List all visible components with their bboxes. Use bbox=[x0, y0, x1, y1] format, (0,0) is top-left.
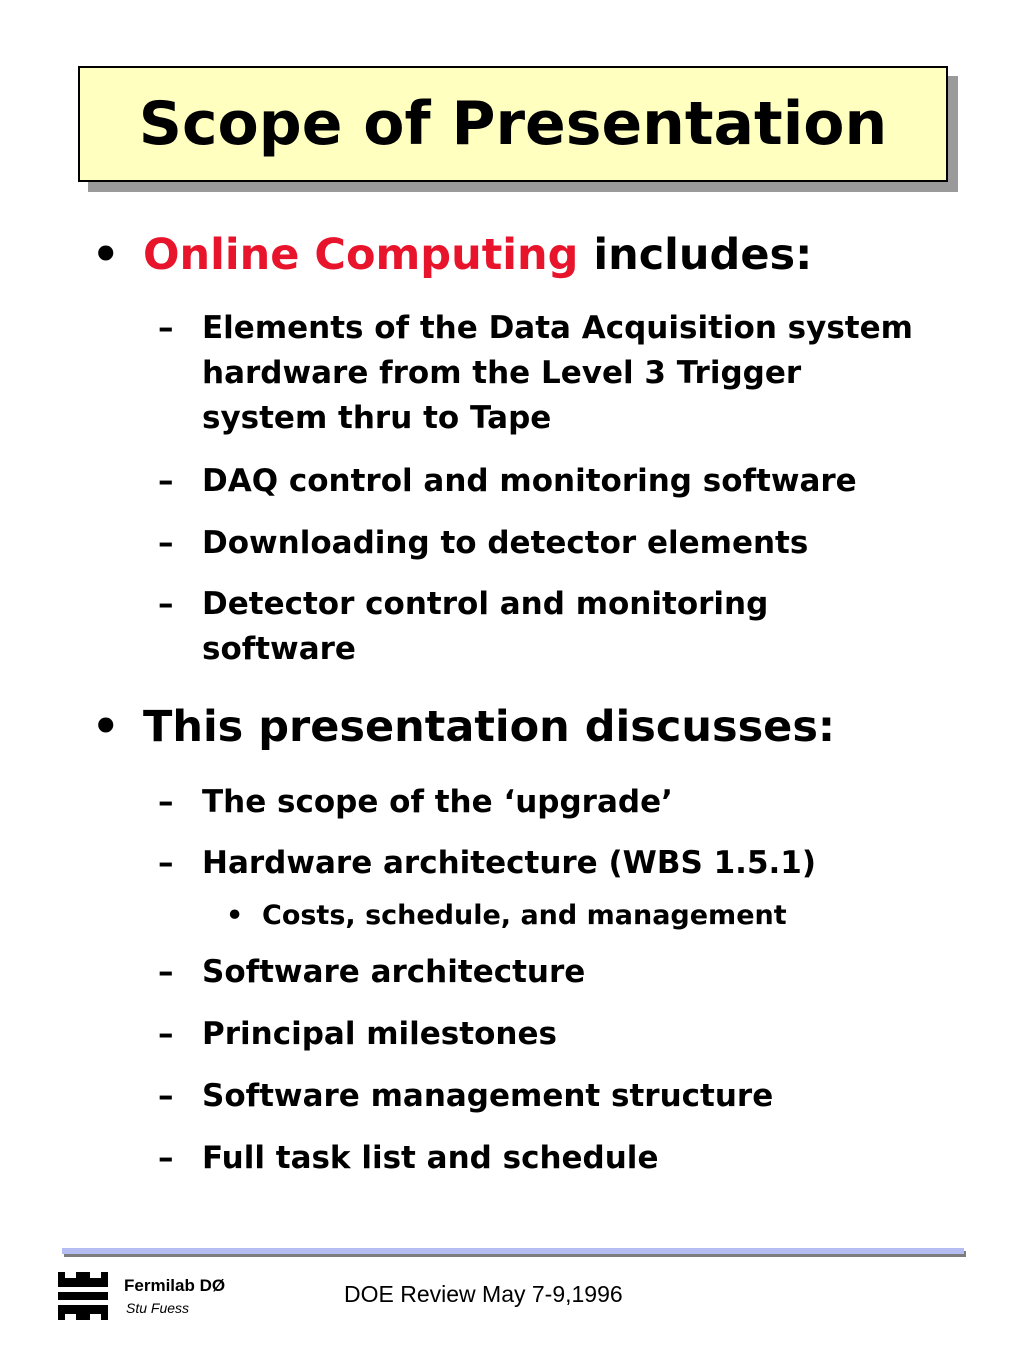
dash-mark: – bbox=[158, 845, 174, 881]
page-title: Scope of Presentation bbox=[138, 89, 888, 159]
sub-item-text: Software architecture bbox=[202, 954, 586, 990]
bullet-text bbox=[143, 230, 812, 280]
footer-rule bbox=[62, 1248, 964, 1254]
bullet-mark: • bbox=[92, 702, 120, 752]
dash-mark: – bbox=[158, 1016, 174, 1052]
footer-event: DOE Review May 7-9,1996 bbox=[344, 1281, 623, 1307]
sub-item-text: Principal milestones bbox=[202, 1016, 557, 1052]
bullet-mark: • bbox=[226, 900, 244, 931]
dash-mark: – bbox=[158, 586, 174, 622]
dash-mark: – bbox=[158, 784, 174, 820]
dash-mark: – bbox=[158, 310, 174, 346]
bullet-mark: • bbox=[92, 230, 120, 280]
sub-item-text: Software management structure bbox=[202, 1078, 774, 1114]
sub-item-text: DAQ control and monitoring software bbox=[202, 463, 857, 499]
dash-mark: – bbox=[158, 1078, 174, 1114]
sub-item-text: Elements of the Data Acquisition system hardware from the Level 3 Trigger system thru to Tape bbox=[202, 310, 913, 436]
sub-item-text: Hardware architecture (WBS 1.5.1) bbox=[202, 845, 817, 881]
dash-mark: – bbox=[158, 525, 174, 561]
bullet-text: This presentation discusses: bbox=[143, 702, 836, 752]
highlight-text: Online Computing bbox=[143, 230, 579, 280]
sub-item-text: Downloading to detector elements bbox=[202, 525, 809, 561]
sub-item-text: Detector control and monitoring software bbox=[202, 586, 769, 667]
dash-mark: – bbox=[158, 463, 174, 499]
sub-item-text: The scope of the ‘upgrade’ bbox=[202, 784, 673, 820]
sub-item-text: Full task list and schedule bbox=[202, 1140, 659, 1176]
footer-org: Fermilab DØ bbox=[124, 1276, 226, 1295]
bullet-rest-text: includes: bbox=[578, 230, 813, 280]
sub-sub-item-text: Costs, schedule, and management bbox=[262, 900, 787, 931]
dash-mark: – bbox=[158, 1140, 174, 1176]
footer-author: Stu Fuess bbox=[126, 1300, 190, 1316]
fermilab-logo-icon bbox=[58, 1272, 108, 1320]
dash-mark: – bbox=[158, 954, 174, 990]
title-box bbox=[78, 66, 948, 182]
